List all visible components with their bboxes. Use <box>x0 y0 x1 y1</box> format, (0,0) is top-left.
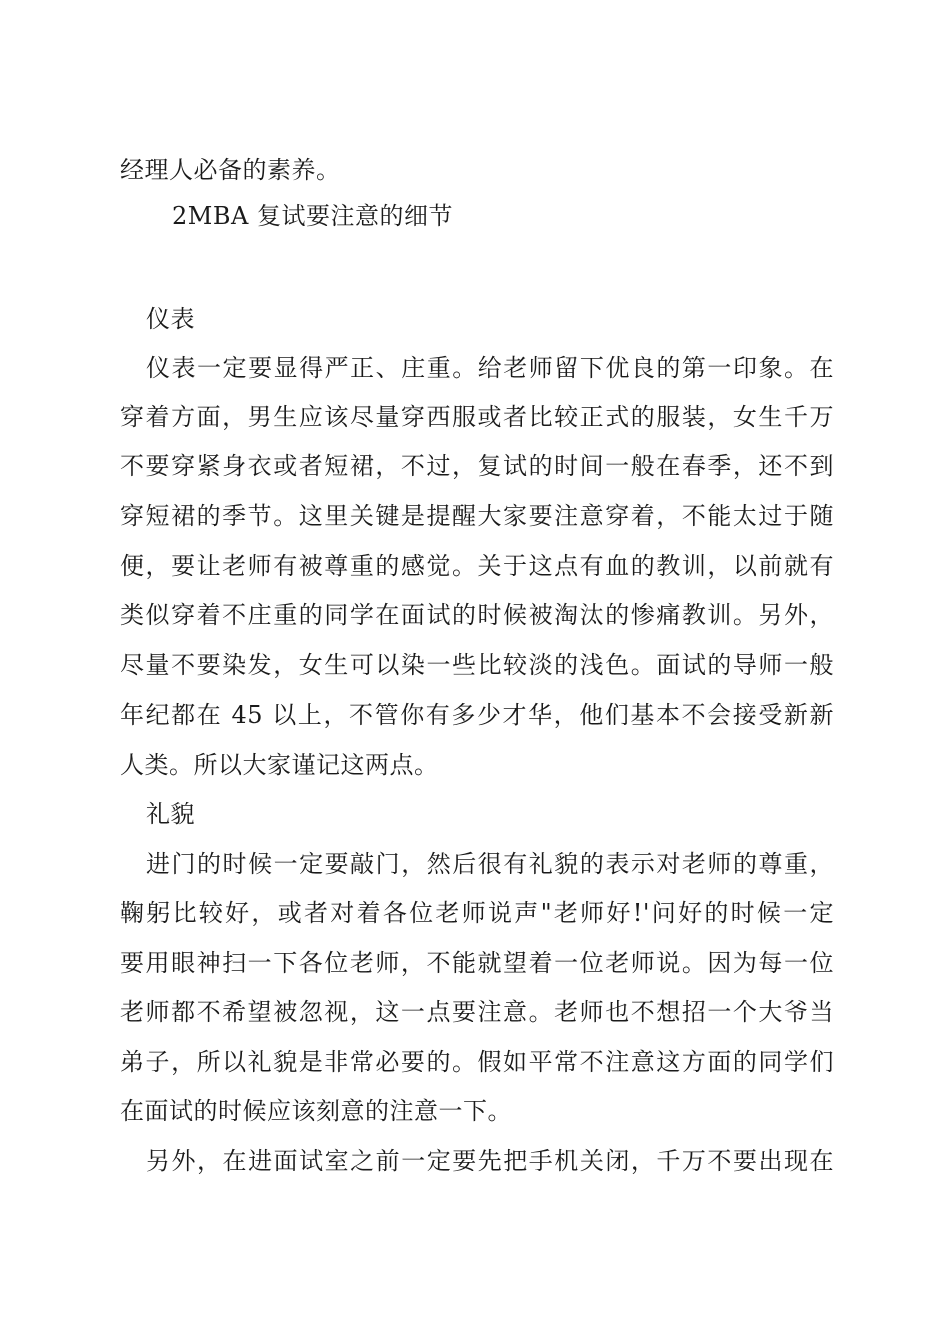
appearance-line-2: 穿着方面，男生应该尽量穿西服或者比较正式的服装，女生千万 <box>120 403 834 431</box>
appearance-line-3: 不要穿紧身衣或者短裙，不过，复试的时间一般在春季，还不到 <box>120 452 834 480</box>
appearance-line-6: 类似穿着不庄重的同学在面试的时候被淘汰的惨痛教训。另外， <box>120 601 834 629</box>
appearance-line-7: 尽量不要染发，女生可以染一些比较淡的浅色。面试的导师一般 <box>120 651 834 679</box>
manners-line-5: 弟子，所以礼貌是非常必要的。假如平常不注意这方面的同学们 <box>120 1048 834 1076</box>
appearance-line-8: 年纪都在 45 以上，不管你有多少才华，他们基本不会接受新新 <box>120 701 834 729</box>
appearance-line-1: 仪表一定要显得严正、庄重。给老师留下优良的第一印象。在 <box>146 354 834 382</box>
manners-line-1: 进门的时候一定要敲门，然后很有礼貌的表示对老师的尊重， <box>146 850 834 878</box>
manners-line-3: 要用眼神扫一下各位老师，不能就望着一位老师说。因为每一位 <box>120 949 834 977</box>
heading-appearance: 仪表 <box>146 305 195 333</box>
manners-line-6: 在面试的时候应该刻意的注意一下。 <box>120 1097 512 1125</box>
heading-manners: 礼貌 <box>146 800 195 828</box>
appearance-line-5: 便，要让老师有被尊重的感觉。关于这点有血的教训，以前就有 <box>120 552 834 580</box>
appearance-line-4: 穿短裙的季节。这里关键是提醒大家要注意穿着，不能太过于随 <box>120 502 834 530</box>
section-title: 2MBA 复试要注意的细节 <box>172 202 453 230</box>
manners-line-2: 鞠躬比较好，或者对着各位老师说声"老师好!'问好的时候一定 <box>120 899 834 927</box>
intro-tail-text: 经理人必备的素养。 <box>120 156 341 184</box>
other-line-1: 另外，在进面试室之前一定要先把手机关闭，千万不要出现在 <box>146 1147 834 1175</box>
manners-line-4: 老师都不希望被忽视，这一点要注意。老师也不想招一个大爷当 <box>120 998 834 1026</box>
appearance-line-9: 人类。所以大家谨记这两点。 <box>120 751 439 779</box>
